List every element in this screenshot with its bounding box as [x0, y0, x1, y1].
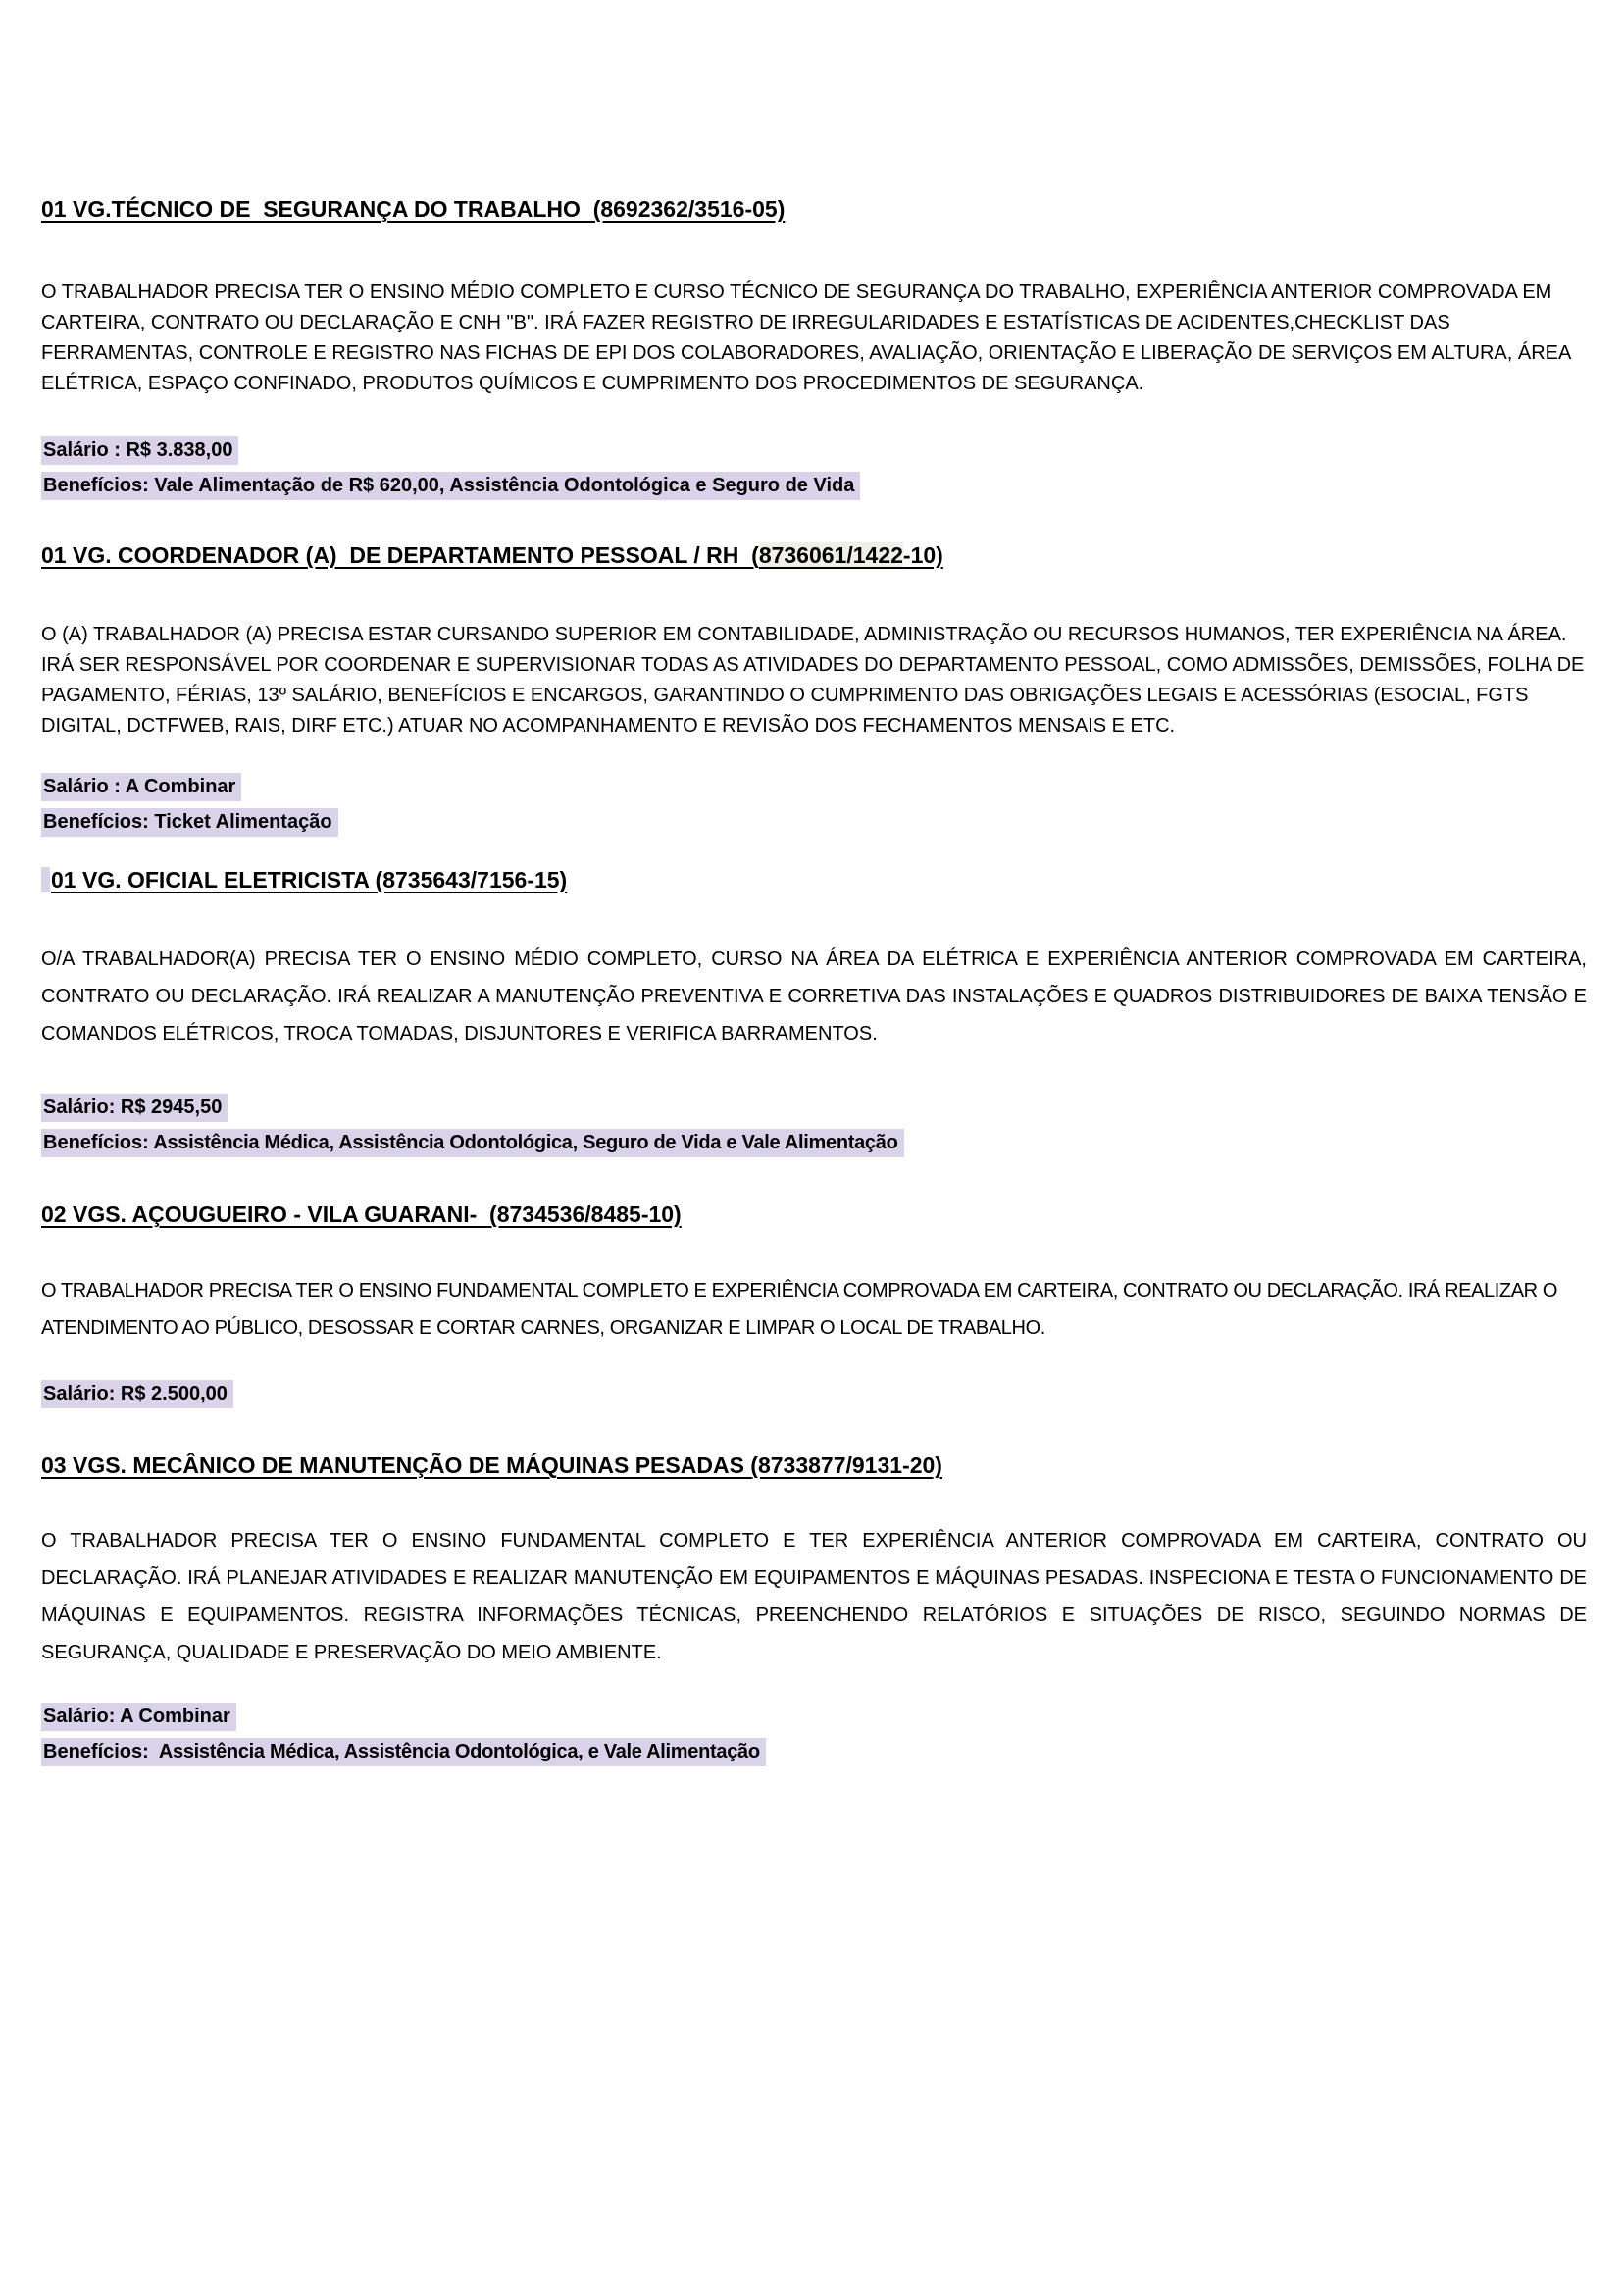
highlight-mark — [41, 867, 50, 892]
job-title-text: 01 VG.TÉCNICO DE SEGURANÇA DO TRABALHO (8692362/3516-05) — [41, 196, 786, 222]
job-section-acougueiro — [41, 1201, 1587, 1411]
job-description: O/A TRABALHADOR(A) PRECISA TER O ENSINO MÉDIO COMPLETO, CURSO NA ÁREA DA ELÉTRICA E EXPERIÊNCIA ANTERIOR COMPROVADA EM CARTEIRA, CONTRATO OU DECLARAÇÃO. IRÁ REALIZAR A MANUTENÇÃO PREVENTIVA E CORRETIVA DAS INSTALAÇÕES E QUADROS DISTRIBUIDORES DE BAIXA TENSÃO E COMANDOS ELÉTRICOS, TROCA TOMADAS, DISJUNTORES E VERIFICA BARRAMENTOS. — [41, 948, 1593, 1045]
job-section-mecanico-maquinas-pesadas — [41, 1453, 1593, 1769]
job-description: O TRABALHADOR PRECISA TER O ENSINO FUNDAMENTAL COMPLETO E TER EXPERIÊNCIA ANTERIOR COMPROVADA EM CARTEIRA, CONTRATO OU DECLARAÇÃO. IRÁ PLANEJAR ATIVIDADES E REALIZAR MANUTENÇÃO EM EQUIPAMENTOS E MÁQUINAS PESADAS. INSPECIONA E TESTA O FUNCIONAMENTO DE MÁQUINAS E EQUIPAMENTOS. REGISTRA INFORMAÇÕES TÉCNICAS, PREENCHENDO RELATÓRIOS E SITUAÇÕES DE RISCO, SEGUINDO NORMAS DE SEGURANÇA, QUALIDADE E PRESERVAÇÃO DO MEIO AMBIENTE. — [41, 1530, 1593, 1663]
salary-benefits-group — [41, 769, 1587, 840]
salary-benefits-group — [41, 1376, 1587, 1411]
job-title — [41, 1453, 1587, 1479]
benefits-text — [41, 1129, 904, 1157]
benefits-label: Benefícios: — [43, 1741, 155, 1762]
job-description: O TRABALHADOR PRECISA TER O ENSINO FUNDAMENTAL COMPLETO E EXPERIÊNCIA COMPROVADA EM CARTEIRA, CONTRATO OU DECLARAÇÃO. IRÁ REALIZAR O ATENDIMENTO AO PÚBLICO, DESOSSAR E CORTAR CARNES, ORGANIZAR E LIMPAR O LOCAL DE TRABALHO. — [41, 1280, 1562, 1339]
benefits-text — [41, 472, 860, 500]
job-title-pre: 01 VG. COORDENADOR (A) DE DEPARTAMENTO PESSOAL / RH ( — [41, 542, 759, 568]
salary-text: Salário: A Combinar — [41, 1703, 236, 1731]
job-section-coordenador-rh — [41, 542, 1590, 840]
benefits-value: Assistência Médica, Assistência Odontológica, Seguro de Vida e Vale Alimentação — [148, 1132, 898, 1153]
salary-line — [41, 769, 1587, 804]
benefits-value: Ticket Alimentação — [148, 811, 332, 833]
job-title-text: 01 VG. OFICIAL ELETRICISTA (8735643/7156-15) — [51, 867, 568, 892]
job-title-post: -10) — [902, 542, 943, 568]
benefits-label: Benefícios: — [43, 811, 149, 833]
job-title-text: 03 VGS. MECÂNICO DE MANUTENÇÃO DE MÁQUINAS PESADAS (8733877/9131-20) — [41, 1453, 942, 1478]
job-description: O (A) TRABALHADOR (A) PRECISA ESTAR CURSANDO SUPERIOR EM CONTABILIDADE, ADMINISTRAÇÃO OU RECURSOS HUMANOS, TER EXPERIÊNCIA NA ÁREA. IRÁ SER RESPONSÁVEL POR COORDENAR E SUPERVISIONAR TODAS AS ATIVIDADES DO DEPARTAMENTO PESSOAL, COMO ADMISSÕES, DEMISSÕES, FOLHA DE PAGAMENTO, FÉRIAS, 13º SALÁRIO, BENEFÍCIOS E ENCARGOS, GARANTINDO O CUMPRIMENTO DAS OBRIGAÇÕES LEGAIS E ACESSÓRIAS (ESOCIAL, FGTS DIGITAL, DCTFWEB, RAIS, DIRF ETC.) ATUAR NO ACOMPANHAMENTO E REVISÃO DOS FECHAMENTOS MENSAIS E ETC. — [41, 624, 1590, 737]
benefits-value: Vale Alimentação de R$ 620,00, Assistência Odontológica e Seguro de Vida — [148, 475, 855, 496]
salary-benefits-group — [41, 433, 1587, 503]
job-title — [41, 1201, 1587, 1228]
benefits-label: Benefícios: — [43, 475, 149, 496]
benefits-line — [41, 804, 1587, 840]
job-title — [41, 196, 1587, 223]
salary-text: Salário : A Combinar — [41, 773, 241, 801]
benefits-text — [41, 808, 338, 837]
job-title — [41, 542, 1587, 569]
benefits-line — [41, 468, 1587, 503]
salary-benefits-group — [41, 1699, 1587, 1769]
job-description: O TRABALHADOR PRECISA TER O ENSINO MÉDIO COMPLETO E CURSO TÉCNICO DE SEGURANÇA DO TRABALHO, EXPERIÊNCIA ANTERIOR COMPROVADA EM CARTEIRA, CONTRATO OU DECLARAÇÃO E CNH "B". IRÁ FAZER REGISTRO DE IRREGULARIDADES E ESTATÍSTICAS DE ACIDENTES,CHECKLIST DAS FERRAMENTAS, CONTROLE E REGISTRO NAS FICHAS DE EPI DOS COLABORADORES, AVALIAÇÃO, ORIENTAÇÃO E LIBERAÇÃO DE SERVIÇOS EM ALTURA, ÁREA ELÉTRICA, ESPAÇO CONFINADO, PRODUTOS QUÍMICOS E CUMPRIMENTO DOS PROCEDIMENTOS DE SEGURANÇA. — [41, 281, 1576, 394]
salary-text: Salário: R$ 2.500,00 — [41, 1380, 233, 1408]
benefits-line — [41, 1734, 1587, 1769]
salary-line — [41, 433, 1587, 468]
salary-benefits-group — [41, 1090, 1587, 1160]
benefits-value: Assistência Médica, Assistência Odontológica, e Vale Alimentação — [154, 1741, 760, 1762]
salary-line — [41, 1090, 1587, 1125]
benefits-text — [41, 1738, 766, 1766]
job-title-text: 02 VGS. AÇOUGUEIRO - VILA GUARANI- (8734536/8485-10) — [41, 1201, 682, 1227]
job-title — [41, 867, 1587, 893]
job-code-highlighted: 8736061/1422 — [758, 542, 903, 568]
salary-text: Salário : R$ 3.838,00 — [41, 436, 238, 465]
benefits-label: Benefícios: — [43, 1132, 149, 1153]
salary-text: Salário: R$ 2945,50 — [41, 1094, 228, 1122]
benefits-line — [41, 1125, 1587, 1160]
job-section-oficial-eletricista — [41, 867, 1593, 1160]
job-section-tecnico-seguranca — [41, 196, 1587, 503]
salary-line — [41, 1699, 1587, 1734]
job-title-text — [41, 542, 943, 568]
salary-line — [41, 1376, 1587, 1411]
